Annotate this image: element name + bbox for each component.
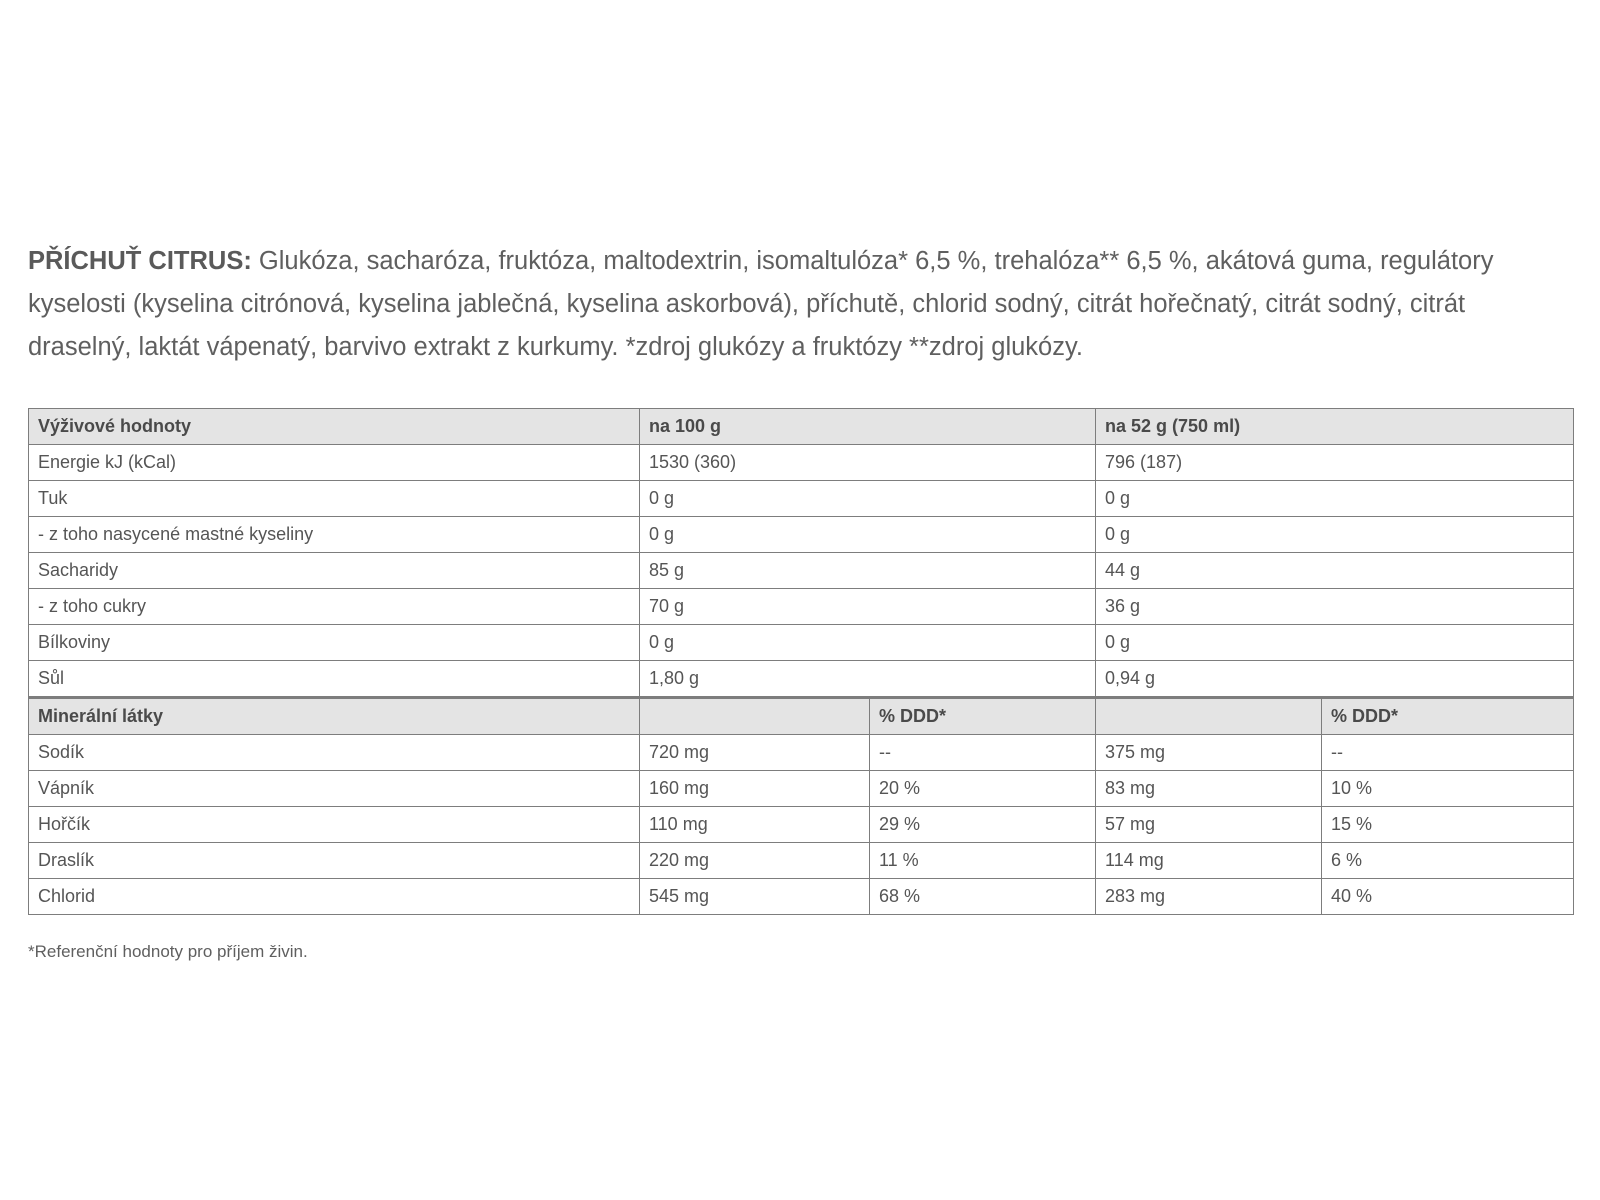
header-minerals: Minerální látky <box>29 698 640 735</box>
value-per-serving: 0,94 g <box>1096 661 1574 698</box>
mineral-rdi-100g: 20 % <box>870 771 1096 807</box>
nutrient-name: Tuk <box>29 481 640 517</box>
mineral-per-serving: 375 mg <box>1096 735 1322 771</box>
mineral-rdi-serving: 15 % <box>1322 807 1574 843</box>
table-row <box>29 589 1574 625</box>
table-row <box>29 735 1574 771</box>
mineral-per-100g: 545 mg <box>640 879 870 915</box>
ingredients-text: Glukóza, sacharóza, fruktóza, maltodextrin, isomaltulóza* 6,5 %, trehalóza** 6,5 %, akátová guma, regulátory kyselosti (kyselina citrónová, kyselina jablečná, kyselina askorbová), příchutě, chlorid sodný, citrát hořečnatý, citrát sodný, citrát draselný, laktát vápenatý, barvivo extrakt z kurkumy. *zdroj glukózy a fruktózy **zdroj glukózy. <box>28 247 1494 361</box>
header-rdi-100g: % DDD* <box>870 698 1096 735</box>
value-per-100g: 70 g <box>640 589 1096 625</box>
nutrient-name: Energie kJ (kCal) <box>29 445 640 481</box>
nutrient-name: Sůl <box>29 661 640 698</box>
header-per-serving: na 52 g (750 ml) <box>1096 409 1574 445</box>
mineral-per-serving: 57 mg <box>1096 807 1322 843</box>
mineral-per-serving: 114 mg <box>1096 843 1322 879</box>
value-per-serving: 796 (187) <box>1096 445 1574 481</box>
table-row <box>29 481 1574 517</box>
mineral-per-100g: 160 mg <box>640 771 870 807</box>
mineral-name: Hořčík <box>29 807 640 843</box>
mineral-per-serving: 283 mg <box>1096 879 1322 915</box>
value-per-100g: 1530 (360) <box>640 445 1096 481</box>
mineral-name: Chlorid <box>29 879 640 915</box>
nutrition-table <box>28 408 1574 915</box>
mineral-per-100g: 220 mg <box>640 843 870 879</box>
mineral-rdi-100g: 11 % <box>870 843 1096 879</box>
nutrient-name: - z toho cukry <box>29 589 640 625</box>
mineral-name: Draslík <box>29 843 640 879</box>
mineral-rdi-100g: 68 % <box>870 879 1096 915</box>
footnote: *Referenční hodnoty pro příjem živin. <box>28 942 308 961</box>
flavor-label: PŘÍCHUŤ CITRUS: <box>28 247 252 275</box>
mineral-per-serving: 83 mg <box>1096 771 1322 807</box>
value-per-serving: 0 g <box>1096 625 1574 661</box>
mineral-rdi-serving: -- <box>1322 735 1574 771</box>
table-row <box>29 625 1574 661</box>
value-per-100g: 85 g <box>640 553 1096 589</box>
header-per-100g: na 100 g <box>640 409 1096 445</box>
table-row <box>29 771 1574 807</box>
table-row <box>29 843 1574 879</box>
header-rdi-serving: % DDD* <box>1322 698 1574 735</box>
mineral-rdi-serving: 6 % <box>1322 843 1574 879</box>
mineral-per-100g: 110 mg <box>640 807 870 843</box>
value-per-100g: 0 g <box>640 625 1096 661</box>
value-per-100g: 0 g <box>640 481 1096 517</box>
mineral-rdi-serving: 10 % <box>1322 771 1574 807</box>
nutrient-name: - z toho nasycené mastné kyseliny <box>29 517 640 553</box>
header-blank <box>1096 698 1322 735</box>
value-per-100g: 0 g <box>640 517 1096 553</box>
nutrition-header-row <box>29 409 1574 445</box>
value-per-serving: 36 g <box>1096 589 1574 625</box>
nutrient-name: Sacharidy <box>29 553 640 589</box>
mineral-per-100g: 720 mg <box>640 735 870 771</box>
mineral-rdi-100g: 29 % <box>870 807 1096 843</box>
header-blank <box>640 698 870 735</box>
table-row <box>29 661 1574 698</box>
table-row <box>29 879 1574 915</box>
value-per-serving: 0 g <box>1096 517 1574 553</box>
table-row <box>29 553 1574 589</box>
nutrient-name: Bílkoviny <box>29 625 640 661</box>
table-row <box>29 807 1574 843</box>
table-row <box>29 445 1574 481</box>
value-per-serving: 44 g <box>1096 553 1574 589</box>
mineral-rdi-serving: 40 % <box>1322 879 1574 915</box>
mineral-name: Sodík <box>29 735 640 771</box>
value-per-serving: 0 g <box>1096 481 1574 517</box>
table-row <box>29 517 1574 553</box>
mineral-name: Vápník <box>29 771 640 807</box>
mineral-rdi-100g: -- <box>870 735 1096 771</box>
value-per-100g: 1,80 g <box>640 661 1096 698</box>
ingredients-paragraph <box>28 240 1573 369</box>
minerals-header-row <box>29 698 1574 735</box>
header-nutrition-values: Výživové hodnoty <box>29 409 640 445</box>
